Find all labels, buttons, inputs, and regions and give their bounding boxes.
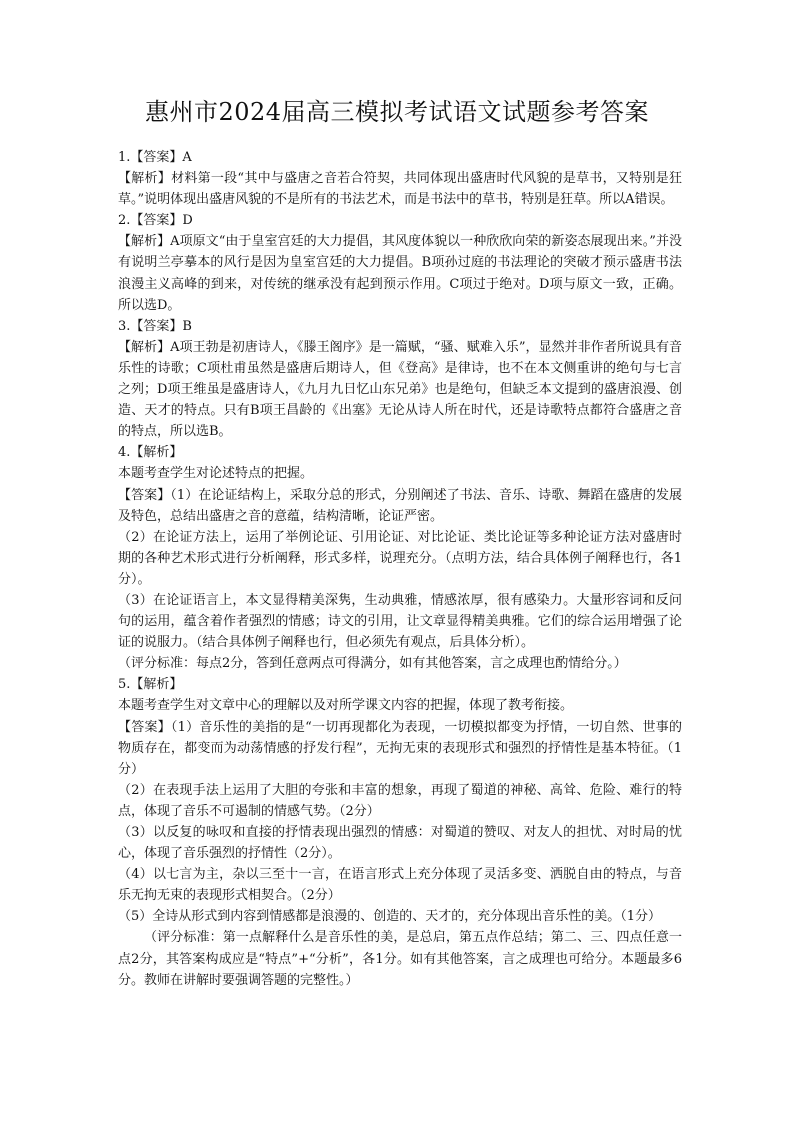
q5-point-4: （4）以七言为主，杂以三至十一言，在语言形式上充分体现了灵活多变、洒脱自由的特点，与音乐无拘无束的表现形式相契合。（2分） xyxy=(118,867,682,904)
q4-scoring: （评分标准：每点2分，答到任意两点可得满分，如有其他答案，言之成理也酌情给分。） xyxy=(118,656,627,672)
answer-content xyxy=(118,147,682,991)
q4-point-2: （2）在论证方法上，运用了举例论证、引用论证、对比论证、类比论证等多种论证方法对盛唐时期的各种艺术形式进行分析阐释，形式多样，说理充分。（点明方法，结合具体例子阐释也行，各1分）。 xyxy=(118,529,682,587)
q4-point-3: （3）在论证语言上，本文显得精美深隽，生动典雅，情感浓厚，很有感染力。大量形容词和反问句的运用，蕴含着作者强烈的情感；诗文的引用，让文章显得精美典雅。它们的综合运用增强了论证的说服力。（结合具体例子阐释也行，但必须先有观点，后具体分析）。 xyxy=(118,592,682,651)
q4-heading: 4.【解析】 xyxy=(118,445,183,461)
q3-answer: 3.【答案】B xyxy=(118,318,192,334)
q5-intro: 本题考查学生对文章中心的理解以及对所学课文内容的把握，体现了教考衔接。 xyxy=(118,698,574,714)
q5-point-2: （2）在表现手法上运用了大胆的夸张和丰富的想象，再现了蜀道的神秘、高耸、危险、难行的特点，体现了音乐不可遏制的情感气势。（2分） xyxy=(118,782,682,819)
q5-heading: 5.【解析】 xyxy=(118,677,183,693)
q3-analysis: 【解析】A项王勃是初唐诗人，《滕王阁序》是一篇赋，“骚、赋难入乐”，显然并非作者所说具有音乐性的诗歌；C项杜甫虽然是盛唐后期诗人，但《登高》是律诗，也不在本文侧重讲的绝句与七言之列；D项王维虽是盛唐诗人，《九月九日忆山东兄弟》也是绝句，但缺乏本文提到的盛唐浪漫、创造、天才的特点。只有B项王昌龄的《出塞》无论从诗人所在时代，还是诗歌特点都符合盛唐之音的特点，所以选B。 xyxy=(118,339,682,440)
q5-point-3: （3）以反复的咏叹和直接的抒情表现出强烈的情感：对蜀道的赞叹、对友人的担忧、对时局的忧心，体现了音乐强烈的抒情性（2分）。 xyxy=(118,825,682,862)
q5-scoring: （评分标准：第一点解释什么是音乐性的美，是总启，第五点作总结；第二、三、四点任意一点2分，其答案构成应是“特点”+“分析”，各1分。如有其他答案，言之成理也可给分。本题最多6分。教师在讲解时要强调答题的完整性。） xyxy=(118,930,682,988)
q2-analysis: 【解析】A项原文“由于皇室宫廷的大力提倡，其风度体貌以一种欣欣向荣的新姿态展现出来。”并没有说明兰亭摹本的风行是因为皇室宫廷的大力提倡。B项孙过庭的书法理论的突破才预示盛唐书法浪漫主义高峰的到来，对传统的继承没有起到预示作用。C项过于绝对。D项与原文一致，正确。所以选D。 xyxy=(118,234,682,313)
q4-point-1: 【答案】（1）在论证结构上，采取分总的形式，分别阐述了书法、音乐、诗歌、舞蹈在盛唐的发展及特色，总结出盛唐之音的意蕴，结构清晰，论证严密。 xyxy=(118,487,682,524)
document-title: 惠州市2024届高三模拟考试语文试题参考答案 xyxy=(144,98,650,126)
q1-analysis: 【解析】材料第一段“其中与盛唐之音若合符契，共同体现出盛唐时代风貌的是草书，又特别是狂草。”说明体现出盛唐风貌的不是所有的书法艺术，而是书法中的草书，特别是狂草。所以A错误。 xyxy=(118,171,682,208)
q5-point-1: 【答案】（1）音乐性的美指的是“一切再现都化为表现，一切模拟都变为抒情，一切自然、世事的物质存在，都变而为动荡情感的抒发行程”，无拘无束的表现形式和强烈的抒情性是基本特征。（1分） xyxy=(118,719,682,777)
q1-answer: 1.【答案】A xyxy=(118,150,192,165)
q2-answer: 2.【答案】D xyxy=(118,213,193,229)
q4-intro: 本题考查学生对论述特点的把握。 xyxy=(118,466,314,482)
q5-point-5: （5）全诗从形式到内容到情感都是浪漫的、创造的、天才的，充分体现出音乐性的美。（1分） xyxy=(118,909,662,925)
